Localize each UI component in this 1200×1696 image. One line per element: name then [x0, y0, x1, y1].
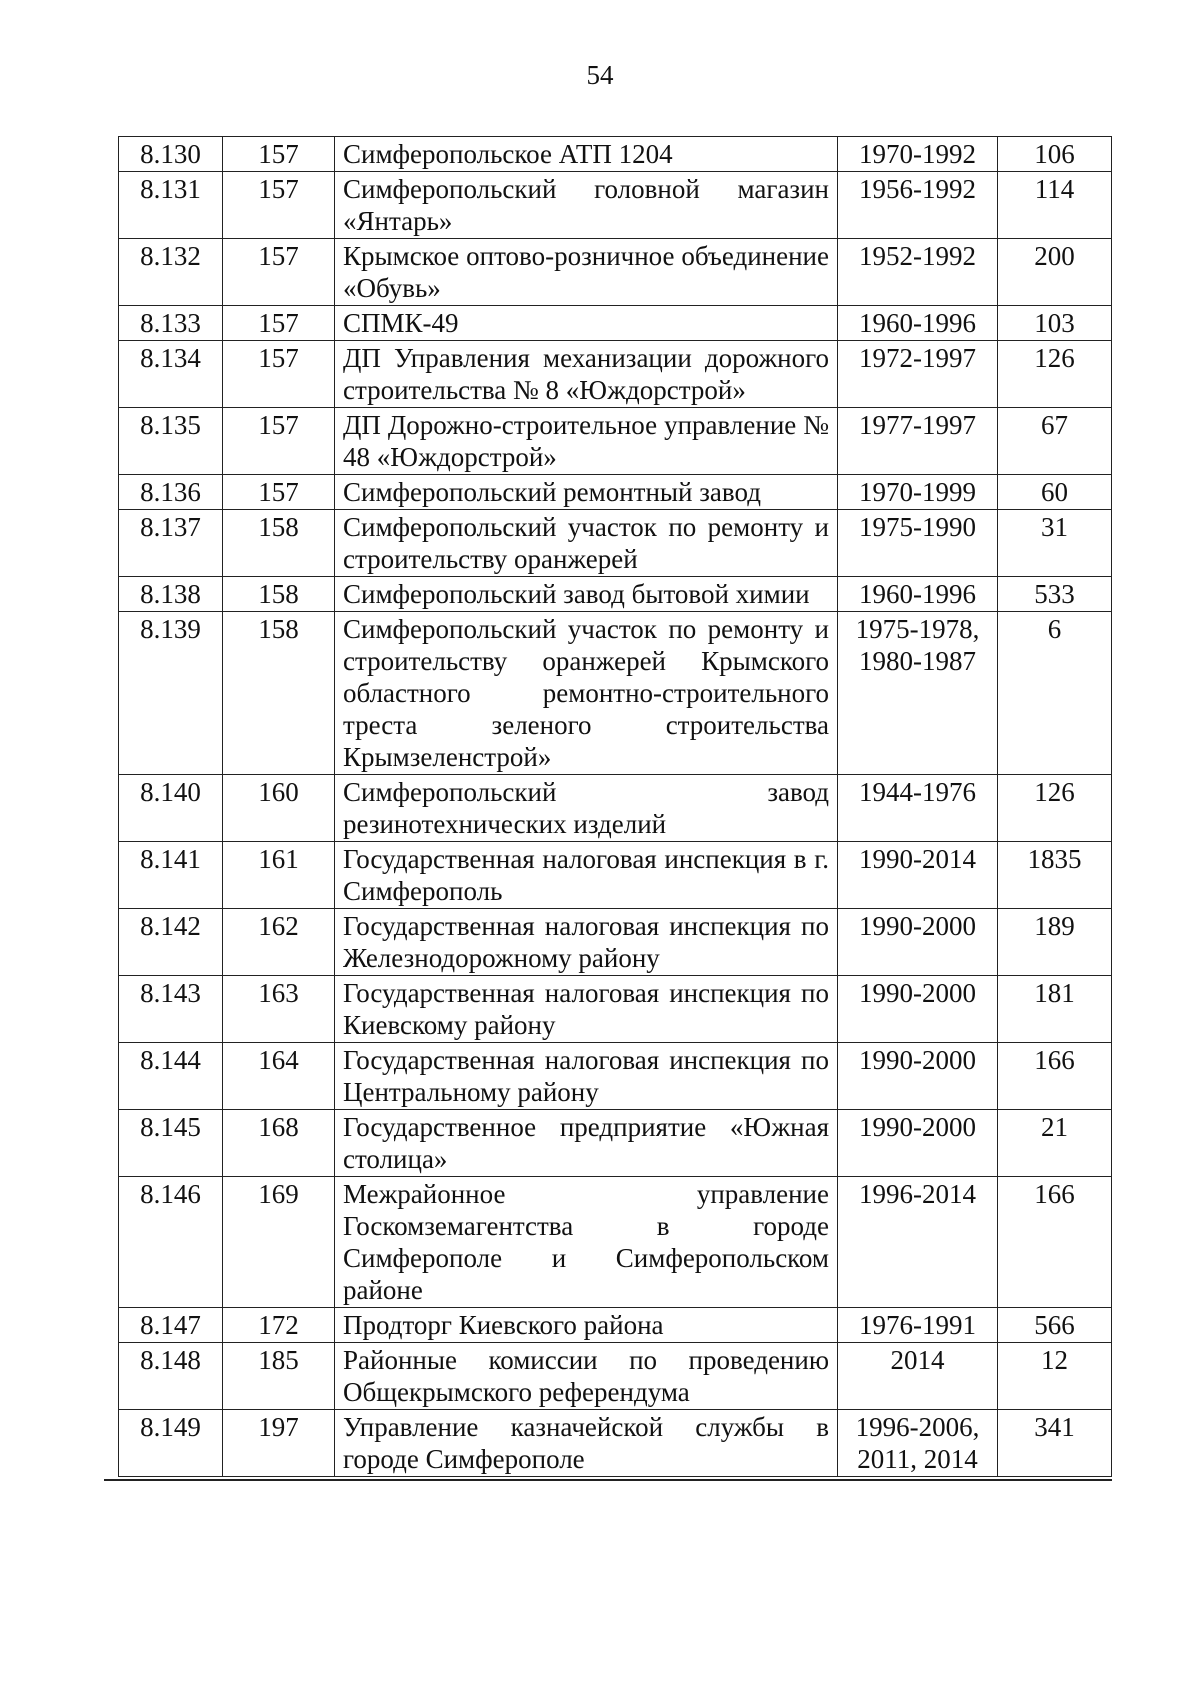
table-row — [119, 842, 1112, 909]
row-number-cell: 8.137 — [119, 510, 223, 577]
date-range-cell: 1976-1991 — [838, 1308, 998, 1343]
date-range-cell: 1990-2014 — [838, 842, 998, 909]
table-row — [119, 239, 1112, 306]
fund-number-cell: 168 — [223, 1110, 335, 1177]
fund-number-cell: 158 — [223, 612, 335, 775]
row-number-cell: 8.142 — [119, 909, 223, 976]
row-number-cell: 8.147 — [119, 1308, 223, 1343]
table-row — [119, 306, 1112, 341]
item-count-cell: 166 — [998, 1177, 1112, 1308]
date-range-cell: 1990-2000 — [838, 1043, 998, 1110]
date-range-cell: 1990-2000 — [838, 909, 998, 976]
item-count-cell: 341 — [998, 1410, 1112, 1477]
table-row — [119, 1177, 1112, 1308]
item-count-cell: 533 — [998, 577, 1112, 612]
organization-name-cell: ДП Дорожно-строительное управление № 48 «Юждорстрой» — [335, 408, 838, 475]
date-range-cell: 1944-1976 — [838, 775, 998, 842]
fund-number-cell: 172 — [223, 1308, 335, 1343]
fund-number-cell: 157 — [223, 306, 335, 341]
table-row — [119, 172, 1112, 239]
item-count-cell: 67 — [998, 408, 1112, 475]
organization-name-cell: Государственная налоговая инспекция по Центральному району — [335, 1043, 838, 1110]
row-number-cell: 8.148 — [119, 1343, 223, 1410]
table-row — [119, 1410, 1112, 1477]
date-range-cell: 1960-1996 — [838, 577, 998, 612]
table-row — [119, 612, 1112, 775]
table-row — [119, 775, 1112, 842]
organization-name-cell: Крымское оптово-розничное объединение «Обувь» — [335, 239, 838, 306]
organization-name-cell: СПМК-49 — [335, 306, 838, 341]
table-row — [119, 137, 1112, 172]
row-number-cell: 8.138 — [119, 577, 223, 612]
date-range-cell: 1952-1992 — [838, 239, 998, 306]
row-number-cell: 8.143 — [119, 976, 223, 1043]
fund-number-cell: 157 — [223, 341, 335, 408]
fund-number-cell: 157 — [223, 137, 335, 172]
organization-name-cell: Симферопольский завод бытовой химии — [335, 577, 838, 612]
item-count-cell: 31 — [998, 510, 1112, 577]
organization-name-cell: Продторг Киевского района — [335, 1308, 838, 1343]
organization-name-cell: Симферопольский ремонтный завод — [335, 475, 838, 510]
item-count-cell: 21 — [998, 1110, 1112, 1177]
date-range-cell: 1975-1990 — [838, 510, 998, 577]
table-body — [119, 137, 1112, 1477]
item-count-cell: 181 — [998, 976, 1112, 1043]
item-count-cell: 6 — [998, 612, 1112, 775]
row-number-cell: 8.139 — [119, 612, 223, 775]
organization-name-cell: Симферопольский участок по ремонту и строительству оранжерей Крымского областного ремонтно-строительного треста зеленого строительства Крымзеленстрой» — [335, 612, 838, 775]
table-row — [119, 510, 1112, 577]
date-range-cell: 1970-1999 — [838, 475, 998, 510]
row-number-cell: 8.134 — [119, 341, 223, 408]
item-count-cell: 126 — [998, 775, 1112, 842]
fund-number-cell: 157 — [223, 172, 335, 239]
table-row — [119, 577, 1112, 612]
table-row — [119, 1043, 1112, 1110]
table-bottom-rule — [104, 1479, 1112, 1481]
date-range-cell: 1977-1997 — [838, 408, 998, 475]
organization-name-cell: Государственная налоговая инспекция по Киевскому району — [335, 976, 838, 1043]
item-count-cell: 126 — [998, 341, 1112, 408]
row-number-cell: 8.146 — [119, 1177, 223, 1308]
fund-number-cell: 163 — [223, 976, 335, 1043]
date-range-cell: 1996-2014 — [838, 1177, 998, 1308]
item-count-cell: 166 — [998, 1043, 1112, 1110]
archive-funds-table — [118, 136, 1112, 1477]
fund-number-cell: 162 — [223, 909, 335, 976]
date-range-cell: 1972-1997 — [838, 341, 998, 408]
organization-name-cell: Государственная налоговая инспекция в г. Симферополь — [335, 842, 838, 909]
date-range-cell: 1996-2006, 2011, 2014 — [838, 1410, 998, 1477]
table-row — [119, 1308, 1112, 1343]
row-number-cell: 8.136 — [119, 475, 223, 510]
organization-name-cell: Государственная налоговая инспекция по Железнодорожному району — [335, 909, 838, 976]
item-count-cell: 60 — [998, 475, 1112, 510]
table-row — [119, 909, 1112, 976]
date-range-cell: 1956-1992 — [838, 172, 998, 239]
table-row — [119, 408, 1112, 475]
row-number-cell: 8.144 — [119, 1043, 223, 1110]
row-number-cell: 8.132 — [119, 239, 223, 306]
date-range-cell: 1975-1978, 1980-1987 — [838, 612, 998, 775]
organization-name-cell: Симферопольский завод резинотехнических изделий — [335, 775, 838, 842]
table-row — [119, 1110, 1112, 1177]
fund-number-cell: 158 — [223, 510, 335, 577]
row-number-cell: 8.133 — [119, 306, 223, 341]
row-number-cell: 8.135 — [119, 408, 223, 475]
organization-name-cell: Государственное предприятие «Южная столица» — [335, 1110, 838, 1177]
organization-name-cell: Симферопольское АТП 1204 — [335, 137, 838, 172]
fund-number-cell: 185 — [223, 1343, 335, 1410]
row-number-cell: 8.131 — [119, 172, 223, 239]
table-row — [119, 341, 1112, 408]
fund-number-cell: 197 — [223, 1410, 335, 1477]
table-row — [119, 976, 1112, 1043]
fund-number-cell: 158 — [223, 577, 335, 612]
organization-name-cell: Симферопольский участок по ремонту и строительству оранжерей — [335, 510, 838, 577]
date-range-cell: 1990-2000 — [838, 976, 998, 1043]
organization-name-cell: Симферопольский головной магазин «Янтарь» — [335, 172, 838, 239]
fund-number-cell: 161 — [223, 842, 335, 909]
item-count-cell: 12 — [998, 1343, 1112, 1410]
item-count-cell: 1835 — [998, 842, 1112, 909]
fund-number-cell: 164 — [223, 1043, 335, 1110]
item-count-cell: 106 — [998, 137, 1112, 172]
organization-name-cell: ДП Управления механизации дорожного строительства № 8 «Юждорстрой» — [335, 341, 838, 408]
item-count-cell: 103 — [998, 306, 1112, 341]
fund-number-cell: 157 — [223, 239, 335, 306]
fund-number-cell: 169 — [223, 1177, 335, 1308]
table-row — [119, 475, 1112, 510]
row-number-cell: 8.140 — [119, 775, 223, 842]
row-number-cell: 8.149 — [119, 1410, 223, 1477]
table-row — [119, 1343, 1112, 1410]
page-number: 54 — [586, 60, 614, 90]
item-count-cell: 114 — [998, 172, 1112, 239]
row-number-cell: 8.141 — [119, 842, 223, 909]
fund-number-cell: 160 — [223, 775, 335, 842]
date-range-cell: 1960-1996 — [838, 306, 998, 341]
fund-number-cell: 157 — [223, 408, 335, 475]
organization-name-cell: Межрайонное управление Госкомземагентства в городе Симферополе и Симферопольском районе — [335, 1177, 838, 1308]
item-count-cell: 566 — [998, 1308, 1112, 1343]
row-number-cell: 8.145 — [119, 1110, 223, 1177]
item-count-cell: 200 — [998, 239, 1112, 306]
organization-name-cell: Районные комиссии по проведению Общекрымского референдума — [335, 1343, 838, 1410]
row-number-cell: 8.130 — [119, 137, 223, 172]
date-range-cell: 2014 — [838, 1343, 998, 1410]
organization-name-cell: Управление казначейской службы в городе Симферополе — [335, 1410, 838, 1477]
item-count-cell: 189 — [998, 909, 1112, 976]
fund-number-cell: 157 — [223, 475, 335, 510]
date-range-cell: 1970-1992 — [838, 137, 998, 172]
date-range-cell: 1990-2000 — [838, 1110, 998, 1177]
